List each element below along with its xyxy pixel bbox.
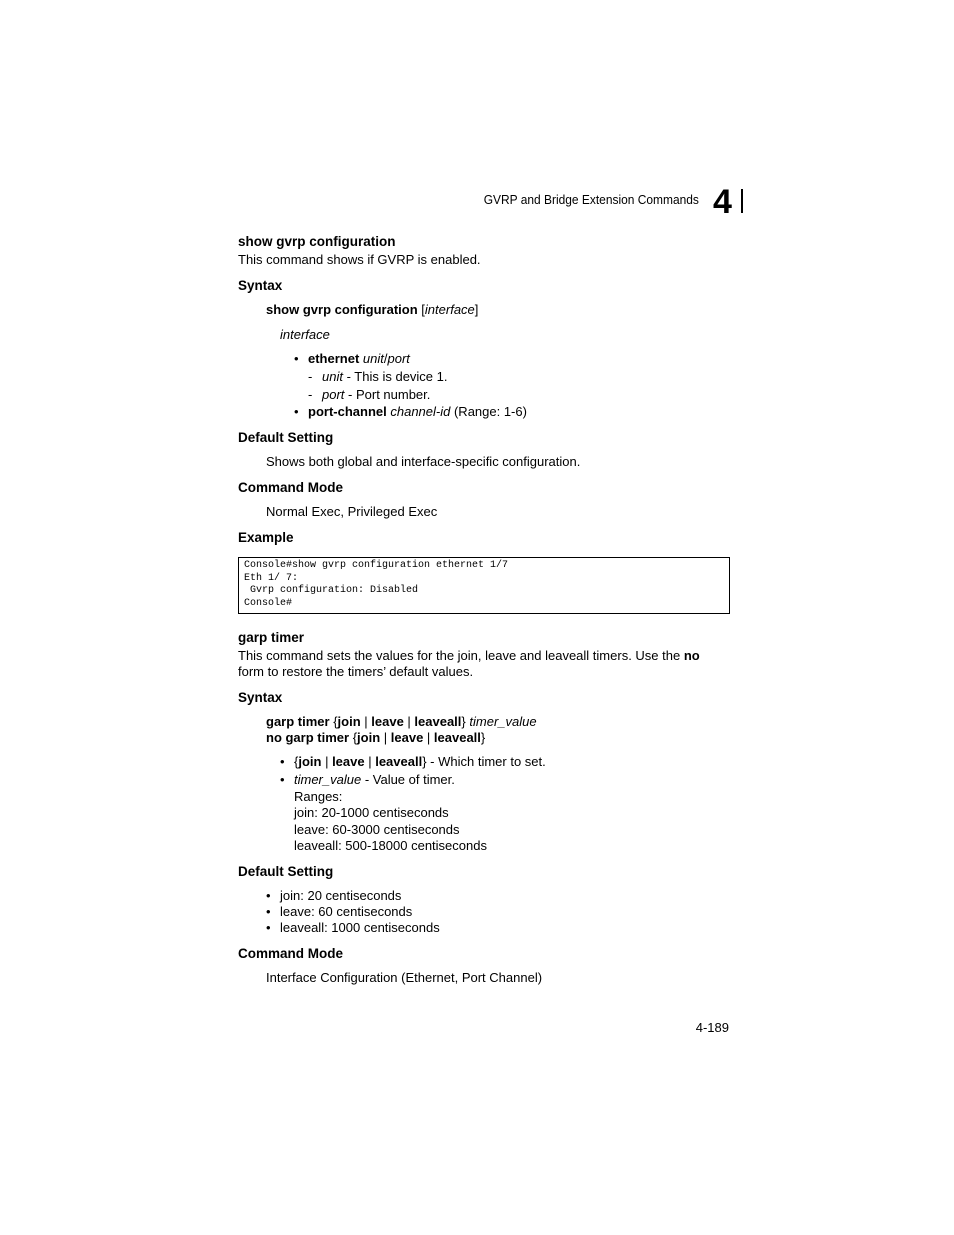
chapter-divider bbox=[741, 189, 743, 213]
leave-keyword: leave bbox=[371, 714, 404, 729]
list-item-timer-value bbox=[280, 772, 455, 788]
syntax-line-no-garp-timer bbox=[266, 730, 485, 746]
bullet: • bbox=[294, 351, 299, 366]
leaveall-keyword: leaveall bbox=[433, 730, 481, 745]
code-line: Gvrp configuration: Disabled bbox=[244, 585, 419, 596]
bullet: • bbox=[266, 920, 271, 935]
separator: | bbox=[403, 714, 415, 729]
syntax-bracket-close: ] bbox=[474, 302, 479, 317]
ethernet-port: port bbox=[387, 351, 410, 366]
command-mode-text: Normal Exec, Privileged Exec bbox=[266, 504, 438, 519]
chapter-number: 4 bbox=[713, 183, 732, 221]
code-line: Console#show gvrp configuration ethernet 1/7 bbox=[244, 560, 509, 571]
syntax-line-garp-timer bbox=[266, 714, 537, 730]
dash: - bbox=[308, 387, 313, 402]
section-description-line2: form to restore the timers’ default values. bbox=[238, 664, 474, 679]
list-item-port bbox=[308, 387, 430, 403]
command-mode-heading: Command Mode bbox=[238, 946, 344, 961]
default-item bbox=[266, 888, 401, 904]
leave-keyword: leave bbox=[390, 730, 424, 745]
timer-value-param: timer_value bbox=[469, 714, 537, 729]
separator: | bbox=[321, 754, 333, 769]
list-item-timer-select bbox=[280, 754, 546, 770]
section-title-garp-timer: garp timer bbox=[238, 630, 305, 645]
port-description: - Port number. bbox=[344, 387, 431, 402]
code-line: Eth 1/ 7: bbox=[244, 572, 299, 584]
no-keyword: no bbox=[683, 648, 700, 663]
leaveall-keyword: leaveall bbox=[375, 754, 423, 769]
command-mode-heading: Command Mode bbox=[238, 480, 344, 495]
item-description: - Which timer to set. bbox=[426, 754, 546, 769]
syntax-parameter: interface bbox=[424, 302, 475, 317]
separator: | bbox=[380, 730, 391, 745]
range-item: leaveall: 500-18000 centiseconds bbox=[294, 838, 487, 853]
cmd: no garp timer bbox=[266, 730, 350, 745]
brace-close: } bbox=[480, 730, 486, 745]
join-keyword: join bbox=[298, 754, 322, 769]
code-line: Console# bbox=[244, 597, 293, 609]
syntax-line bbox=[266, 302, 478, 318]
description-text: This command sets the values for the join, leave and leaveall timers. Use the bbox=[238, 648, 684, 663]
page-number: 4-189 bbox=[695, 1020, 729, 1035]
syntax-heading: Syntax bbox=[238, 690, 283, 705]
bullet: • bbox=[266, 904, 271, 919]
brace-close: } bbox=[461, 714, 470, 729]
brace-open: { bbox=[349, 730, 358, 745]
dash: - bbox=[308, 369, 313, 384]
unit-name: unit bbox=[322, 369, 343, 384]
default-setting-text: Shows both global and interface-specific configuration. bbox=[266, 454, 581, 469]
running-header-title: GVRP and Bridge Extension Commands bbox=[483, 192, 699, 207]
leave-keyword: leave bbox=[332, 754, 365, 769]
cmd: garp timer bbox=[266, 714, 330, 729]
port-channel-keyword: port-channel bbox=[308, 404, 387, 419]
unit-description: - This is device 1. bbox=[342, 369, 448, 384]
list-item-ethernet bbox=[294, 351, 410, 367]
default-item bbox=[266, 920, 440, 936]
list-item-port-channel bbox=[294, 404, 527, 420]
separator: | bbox=[364, 754, 376, 769]
section-description: This command shows if GVRP is enabled. bbox=[238, 252, 481, 267]
port-channel-param: channel-id bbox=[390, 404, 451, 419]
section-title-show-gvrp-configuration: show gvrp configuration bbox=[238, 234, 396, 249]
port-channel-range: (Range: 1-6) bbox=[450, 404, 527, 419]
ethernet-slash: / bbox=[383, 351, 388, 366]
leaveall-keyword: leaveall bbox=[414, 714, 462, 729]
parameter-name: interface bbox=[280, 327, 330, 342]
default-item-text: leaveall: 1000 centiseconds bbox=[280, 920, 440, 935]
port-name: port bbox=[322, 387, 345, 402]
ranges-label: Ranges: bbox=[294, 789, 343, 804]
default-setting-heading: Default Setting bbox=[238, 864, 334, 879]
syntax-bracket-open: [ bbox=[421, 302, 425, 317]
bullet: • bbox=[294, 404, 299, 419]
syntax-command: show gvrp configuration bbox=[266, 302, 418, 317]
default-item-text: join: 20 centiseconds bbox=[280, 888, 402, 903]
bullet: • bbox=[266, 888, 271, 903]
brace-close: } bbox=[422, 754, 427, 769]
ethernet-unit: unit bbox=[362, 351, 384, 366]
default-item bbox=[266, 904, 412, 920]
brace-open: { bbox=[294, 754, 299, 769]
separator: | bbox=[360, 714, 372, 729]
timer-value-param: timer_value bbox=[294, 772, 362, 787]
default-setting-heading: Default Setting bbox=[238, 430, 334, 445]
default-item-text: leave: 60 centiseconds bbox=[280, 904, 413, 919]
item-description: - Value of timer. bbox=[361, 772, 455, 787]
bullet: • bbox=[280, 772, 285, 787]
range-item: leave: 60-3000 centiseconds bbox=[294, 822, 460, 837]
example-code-block bbox=[238, 557, 730, 614]
command-mode-text: Interface Configuration (Ethernet, Port Channel) bbox=[266, 970, 543, 985]
section-description-line1 bbox=[238, 648, 700, 664]
range-item: join: 20-1000 centiseconds bbox=[294, 805, 449, 820]
separator: | bbox=[423, 730, 434, 745]
example-heading: Example bbox=[238, 530, 294, 545]
join-keyword: join bbox=[337, 714, 361, 729]
ethernet-keyword: ethernet bbox=[308, 351, 360, 366]
brace-open: { bbox=[329, 714, 338, 729]
syntax-heading: Syntax bbox=[238, 278, 283, 293]
list-item-unit bbox=[308, 369, 448, 385]
bullet: • bbox=[280, 754, 285, 769]
join-keyword: join bbox=[357, 730, 381, 745]
